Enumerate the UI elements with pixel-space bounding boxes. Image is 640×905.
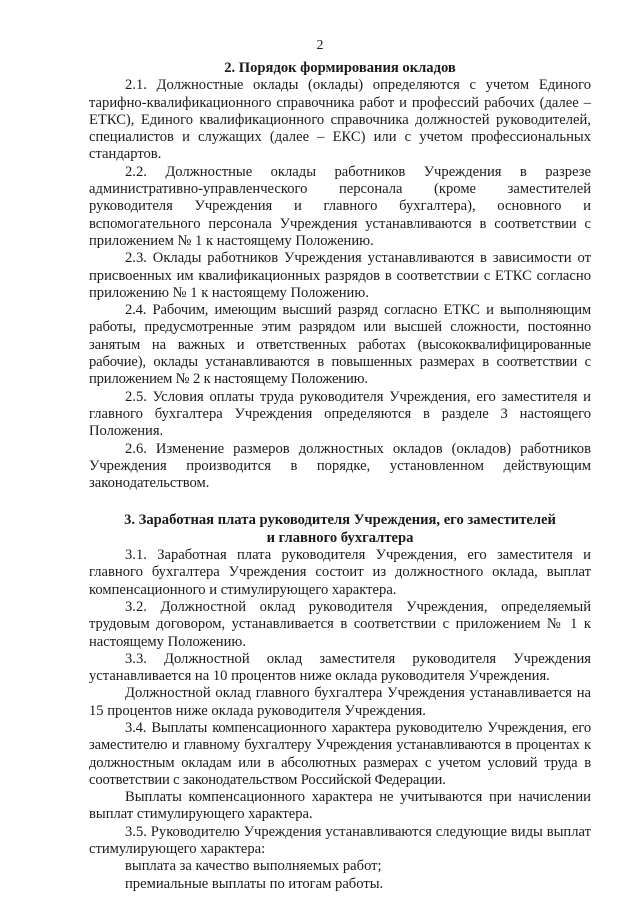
- list-item-bonus-payment: премиальные выплаты по итогам работы.: [125, 875, 384, 892]
- paragraph-3-3: 3.3. Должностной оклад заместителя руководителя Учреждения устанавливается на 10 процентов ниже оклада руководителя Учреждения.: [89, 650, 591, 685]
- paragraph-2-3: 2.3. Оклады работников Учреждения устанавливаются в зависимости от присвоенных им квалификационных разрядов в соответствии с ЕТКС согласно приложению № 1 к настоящему Положению.: [89, 250, 591, 301]
- list-item-quality-payment: выплата за качество выполняемых работ;: [125, 858, 382, 875]
- document-body: [89, 60, 591, 893]
- paragraph-3-3-chief-accountant: Должностной оклад главного бухгалтера Учреждения устанавливается на 15 процентов ниже оклада руководителя Учреждения.: [89, 685, 591, 719]
- section-3-heading-line-2: и главного бухгалтера: [266, 529, 414, 546]
- paragraph-2-2: 2.2. Должностные оклады работников Учреждения в разрезе административно-управленческого персонала (кроме заместителей руководителя Учреждения и главного бухгалтера), основного и вспомогательного персонала Учреждения устанавливаются в соответствии с приложением № 1 к настоящему Положению.: [89, 163, 591, 249]
- page-number: 2: [316, 38, 324, 53]
- paragraph-2-5: 2.5. Условия оплаты труда руководителя Учреждения, его заместителя и главного бухгалтера Учреждения определяются в разделе 3 настоящего Положения.: [89, 388, 591, 440]
- paragraph-3-4: 3.4. Выплаты компенсационного характера руководителю Учреждения, его заместителю и главному бухгалтеру Учреждения устанавливаются в процентах к должностным окладам или в абсолютных размерах с учетом условий труда в соответствии с законодательством Российской Федерации.: [89, 719, 591, 788]
- paragraph-3-2: 3.2. Должностной оклад руководителя Учреждения, определяемый трудовым договором, устанавливается в соответствии с приложением № 1 к настоящему Положению.: [89, 598, 591, 650]
- paragraph-3-1: 3.1. Заработная плата руководителя Учреждения, его заместителя и главного бухгалтера Учреждения состоит из должностного оклада, выплат компенсационного и стимулирующего характера.: [89, 547, 591, 598]
- paragraph-2-4: 2.4. Рабочим, имеющим высший разряд согласно ЕТКС и выполняющим работы, предусмотренные этим разрядом или высшей сложности, постоянно занятым на важных и ответственных работах (высококвалифицированные рабочие), оклады устанавливаются в повышенных размерах в соответствии с приложением № 2 к настоящему Положению.: [89, 302, 591, 388]
- section-3-heading-line-1: 3. Заработная плата руководителя Учреждения, его заместителей: [124, 512, 556, 529]
- paragraph-2-1: 2.1. Должностные оклады (оклады) определяются с учетом Единого тарифно-квалификационного справочника работ и профессий рабочих (далее – ЕТКС), Единого квалификационного справочника должностей руководителей, специалистов и служащих (далее – ЕКС) или с учетом профессиональных стандартов.: [89, 77, 591, 163]
- paragraph-3-5: 3.5. Руководителю Учреждения устанавливаются следующие виды выплат стимулирующего характера:: [89, 823, 591, 858]
- section-2-heading: 2. Порядок формирования окладов: [224, 60, 456, 76]
- paragraph-2-6: 2.6. Изменение размеров должностных окладов (окладов) работников Учреждения производится в порядке, установленном действующим законодательством.: [89, 440, 591, 492]
- paragraph-3-4-note: Выплаты компенсационного характера не учитываются при начислении выплат стимулирующего характера.: [89, 789, 591, 823]
- section-3-heading: [89, 512, 591, 547]
